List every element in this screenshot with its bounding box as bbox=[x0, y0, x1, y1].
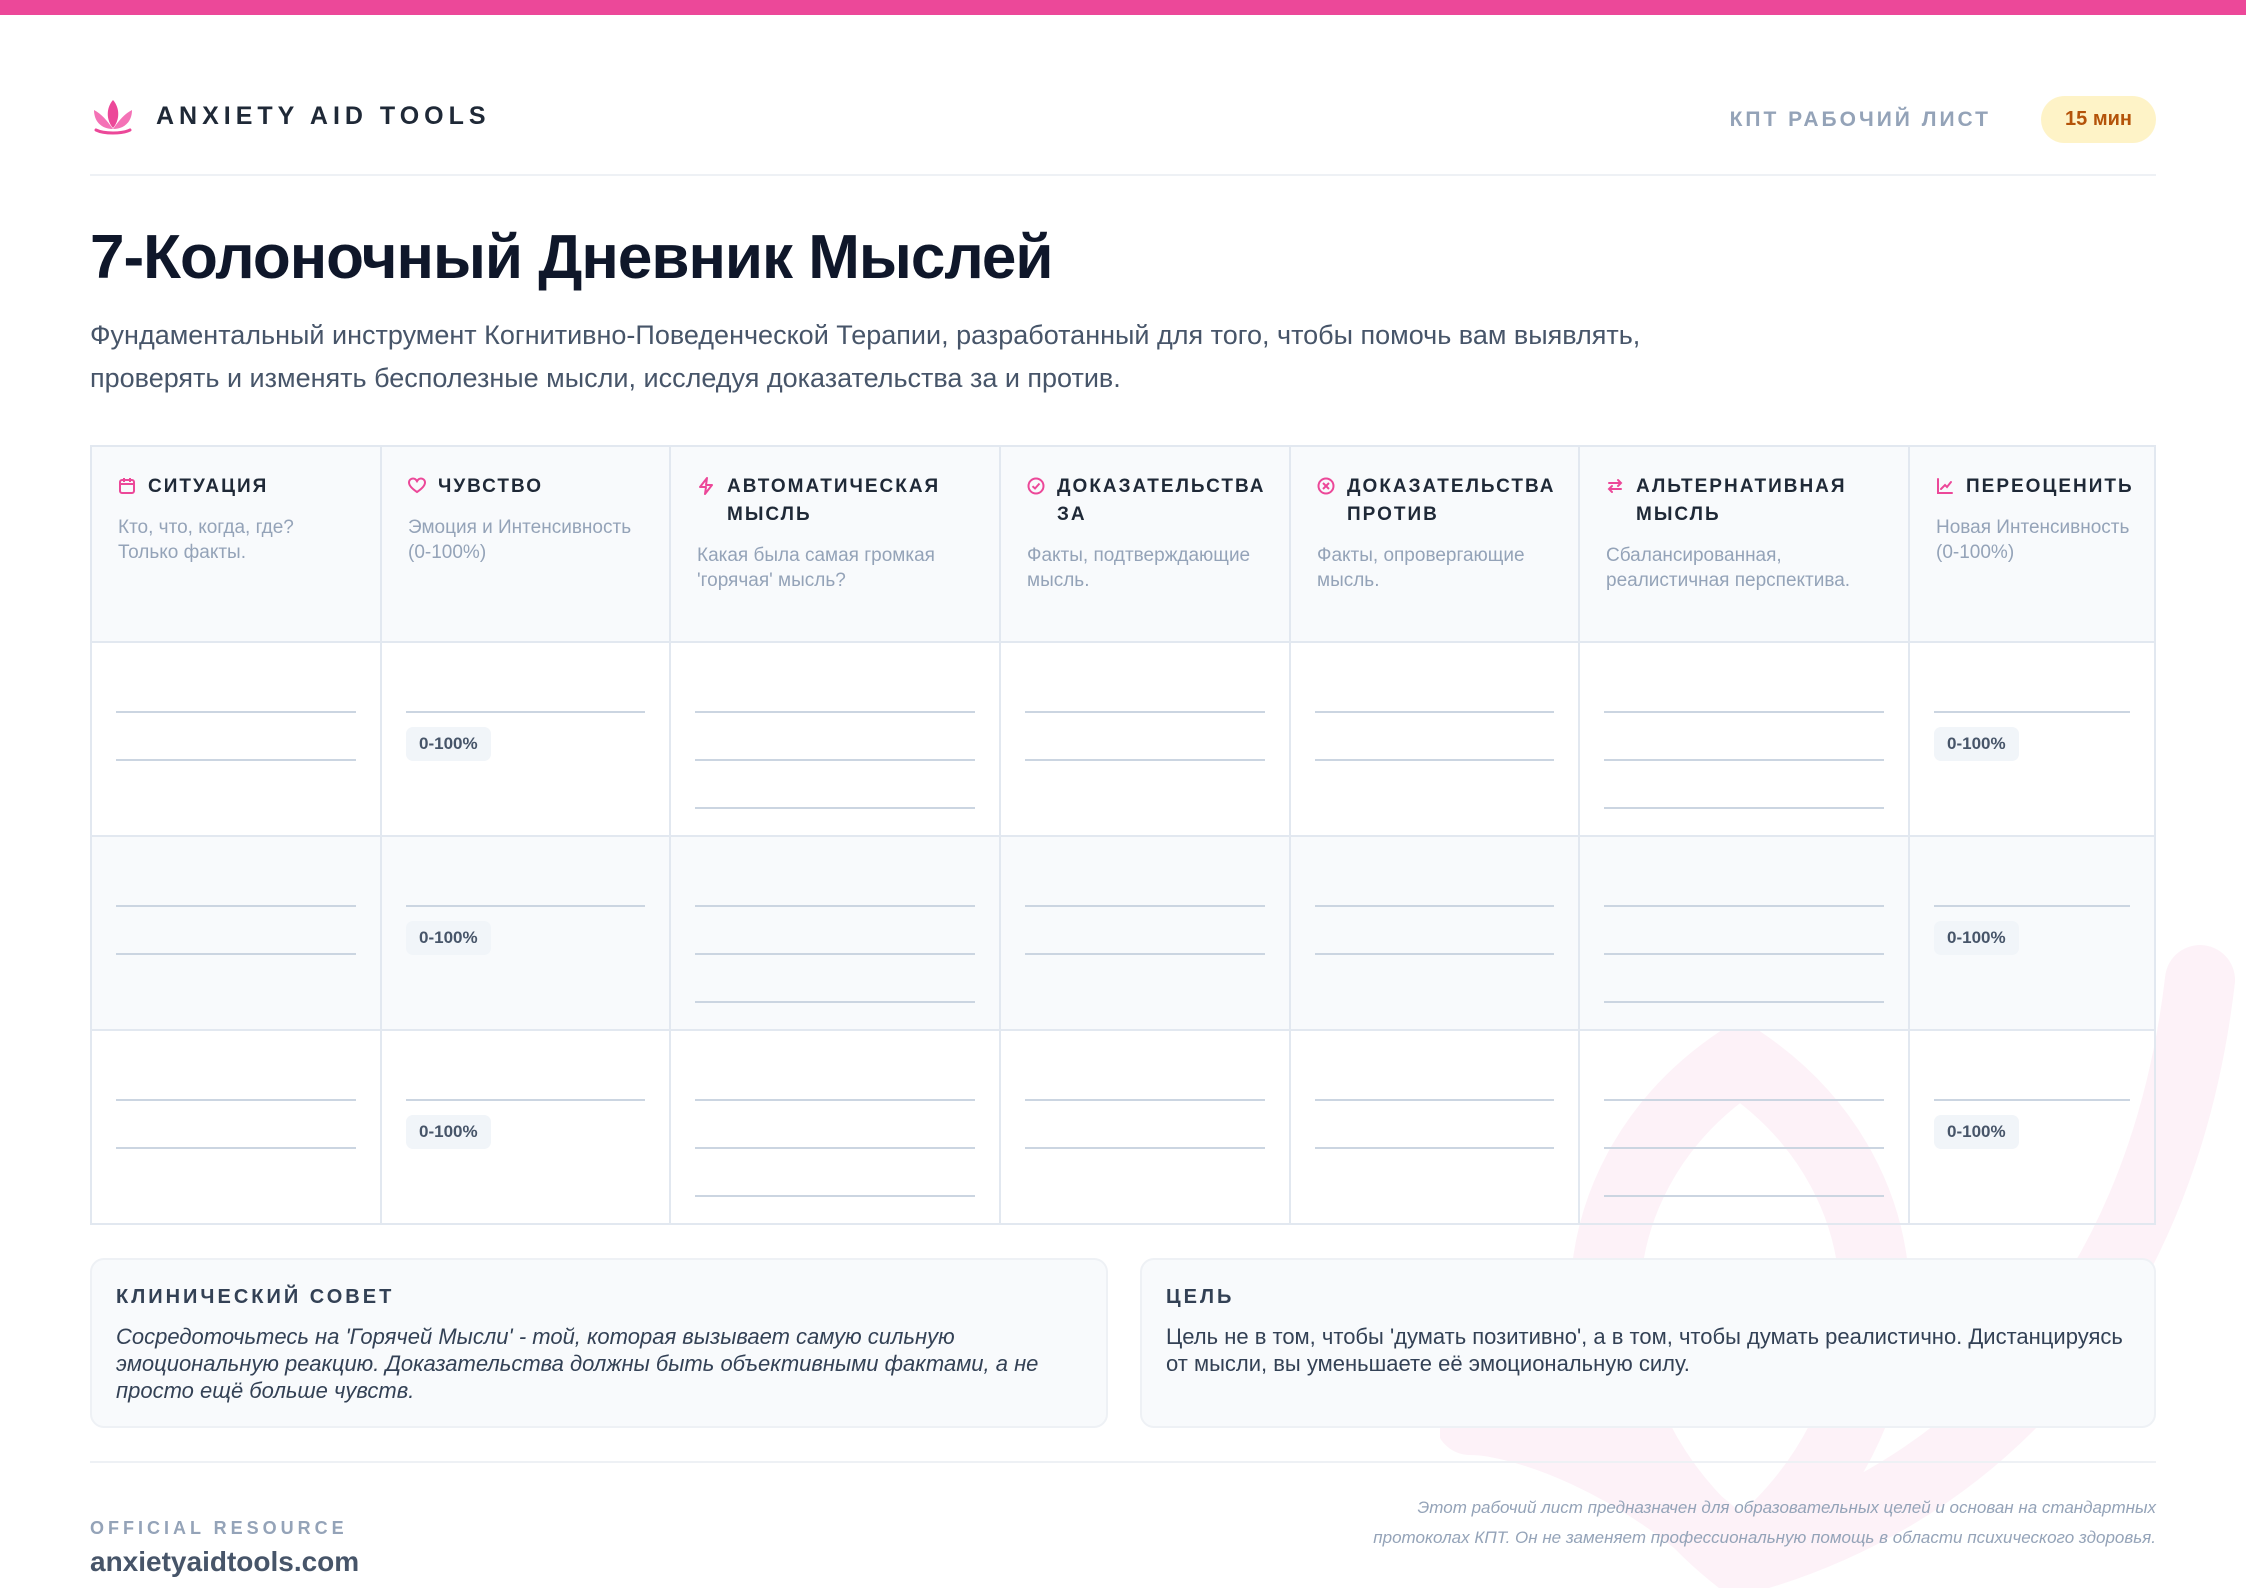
intensity-badge: 0-100% bbox=[1934, 1115, 2019, 1149]
column-title: АЛЬТЕРНАТИВНАЯ МЫСЛЬ bbox=[1636, 476, 1847, 525]
clinical-tip-card bbox=[90, 1258, 1108, 1428]
swap-arrows-icon bbox=[1606, 477, 1624, 495]
column-description: Какая была самая громкая 'горячая' мысль? bbox=[697, 545, 935, 591]
table-header bbox=[92, 447, 2154, 643]
alternative-thought-cell[interactable] bbox=[1580, 643, 1910, 837]
table-row bbox=[92, 837, 2154, 1031]
evidence-against-cell[interactable] bbox=[1291, 643, 1580, 837]
column-description: Факты, опровергающие мысль. bbox=[1317, 545, 1525, 591]
heart-icon bbox=[408, 477, 426, 495]
alternative-thought-cell[interactable] bbox=[1580, 837, 1910, 1031]
evidence-against-cell[interactable] bbox=[1291, 837, 1580, 1031]
column-title: ЧУВСТВО bbox=[438, 476, 544, 497]
situation-cell[interactable] bbox=[92, 643, 382, 837]
column-header-situation bbox=[92, 447, 382, 643]
x-circle-icon bbox=[1317, 477, 1335, 495]
column-title: ДОКАЗАТЕЛЬСТВА ПРОТИВ bbox=[1347, 476, 1556, 525]
clinical-tip-title: КЛИНИЧЕСКИЙ СОВЕТ bbox=[116, 1286, 395, 1308]
evidence-for-cell[interactable] bbox=[1001, 1031, 1291, 1225]
intensity-badge: 0-100% bbox=[1934, 921, 2019, 955]
feeling-cell[interactable] bbox=[382, 837, 671, 1031]
footer-disclaimer: Этот рабочий лист предназначен для образовательных целей и основан на стандартных протоколах КПТ. Он не заменяет профессиональную помощь в области психического здоровья. bbox=[1373, 1498, 2156, 1547]
column-title: АВТОМАТИЧЕСКАЯ МЫСЛЬ bbox=[727, 476, 941, 525]
evidence-for-cell[interactable] bbox=[1001, 837, 1291, 1031]
goal-title: ЦЕЛЬ bbox=[1166, 1286, 1235, 1308]
doc-type-label: КПТ РАБОЧИЙ ЛИСТ bbox=[1729, 107, 1992, 131]
automatic-thought-cell[interactable] bbox=[671, 643, 1001, 837]
footer-label: OFFICIAL RESOURCE bbox=[90, 1518, 348, 1538]
calendar-icon bbox=[118, 477, 136, 495]
evidence-for-cell[interactable] bbox=[1001, 643, 1291, 837]
evidence-against-cell[interactable] bbox=[1291, 1031, 1580, 1225]
brand-name: ANXIETY AID TOOLS bbox=[156, 101, 491, 130]
thought-record-table bbox=[90, 445, 2156, 1225]
footer-divider bbox=[90, 1461, 2156, 1463]
column-description: Факты, подтверждающие мысль. bbox=[1027, 545, 1251, 591]
column-title: ПЕРЕОЦЕНИТЬ bbox=[1966, 476, 2134, 497]
column-header-evidence-against bbox=[1291, 447, 1580, 643]
re-rate-cell[interactable] bbox=[1910, 837, 2154, 1031]
lightning-icon bbox=[697, 477, 715, 495]
alternative-thought-cell[interactable] bbox=[1580, 1031, 1910, 1225]
table-row bbox=[92, 1031, 2154, 1225]
automatic-thought-cell[interactable] bbox=[671, 1031, 1001, 1225]
goal-card bbox=[1140, 1258, 2156, 1428]
column-description: Кто, что, когда, где? Только факты. bbox=[118, 517, 294, 563]
intensity-badge: 0-100% bbox=[406, 921, 491, 955]
column-header-feeling bbox=[382, 447, 671, 643]
column-description: Новая Интенсивность (0-100%) bbox=[1936, 517, 2130, 563]
feeling-cell[interactable] bbox=[382, 1031, 671, 1225]
header bbox=[90, 92, 2156, 176]
top-accent-bar bbox=[0, 0, 2246, 15]
duration-badge: 15 мин bbox=[2041, 96, 2156, 143]
re-rate-cell[interactable] bbox=[1910, 643, 2154, 837]
intensity-badge: 0-100% bbox=[1934, 727, 2019, 761]
column-description: Сбалансированная, реалистичная перспектива. bbox=[1606, 545, 1851, 591]
lotus-logo-icon bbox=[90, 96, 136, 136]
page-subtitle: Фундаментальный инструмент Когнитивно-Поведенческой Терапии, разработанный для того, чтобы помочь вам выявлять, проверять и изменять бесполезные мысли, исследуя доказательства за и против. bbox=[90, 320, 1641, 393]
check-circle-icon bbox=[1027, 477, 1045, 495]
column-header-automatic-thought bbox=[671, 447, 1001, 643]
automatic-thought-cell[interactable] bbox=[671, 837, 1001, 1031]
table-row bbox=[92, 643, 2154, 837]
situation-cell[interactable] bbox=[92, 1031, 382, 1225]
column-header-evidence-for bbox=[1001, 447, 1291, 643]
column-description: Эмоция и Интенсивность (0-100%) bbox=[408, 517, 632, 563]
trend-chart-icon bbox=[1936, 477, 1954, 495]
clinical-tip-text: Сосредоточьтесь на 'Горячей Мысли' - той, которая вызывает самую сильную эмоциональную реакцию. Доказательства должны быть объективными фактами, а не просто ещё больше чувств. bbox=[116, 1324, 1039, 1403]
column-header-alternative-thought bbox=[1580, 447, 1910, 643]
situation-cell[interactable] bbox=[92, 837, 382, 1031]
page-title: 7-Колоночный Дневник Мыслей bbox=[90, 223, 1053, 292]
goal-text: Цель не в том, чтобы 'думать позитивно', а в том, чтобы думать реалистично. Дистанцируясь от мысли, вы уменьшаете её эмоциональную силу. bbox=[1166, 1324, 2123, 1376]
re-rate-cell[interactable] bbox=[1910, 1031, 2154, 1225]
column-title: ДОКАЗАТЕЛЬСТВА ЗА bbox=[1057, 476, 1266, 525]
header-meta bbox=[1730, 96, 2156, 143]
intensity-badge: 0-100% bbox=[406, 727, 491, 761]
column-title: СИТУАЦИЯ bbox=[148, 476, 269, 497]
intensity-badge: 0-100% bbox=[406, 1115, 491, 1149]
feeling-cell[interactable] bbox=[382, 643, 671, 837]
footer-site-link[interactable]: anxietyaidtools.com bbox=[90, 1546, 360, 1577]
column-header-re-rate bbox=[1910, 447, 2154, 643]
brand bbox=[90, 96, 491, 136]
